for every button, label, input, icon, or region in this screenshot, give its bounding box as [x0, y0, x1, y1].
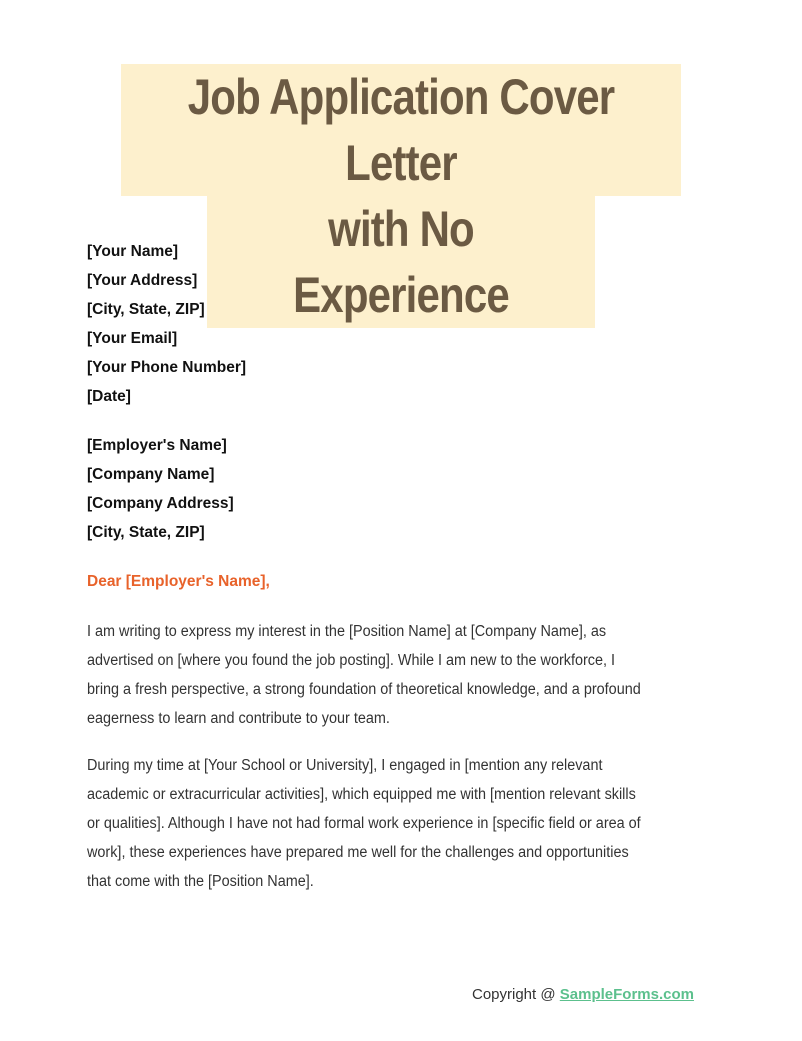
company-city: [City, State, ZIP] — [87, 524, 205, 541]
sender-address-block — [87, 242, 246, 416]
body-paragraph-2: During my time at [Your School or University], I engaged in [mention any relevant academic or extracurricular activities], which equipped me with [mention relevant skills or qualities]. Although I have not had formal work experience in [specific field or area of work], these experiences have prepared me well for the challenges and opportunities that come with the [Position Name]. — [87, 757, 641, 890]
body-paragraph-1: I am writing to express my interest in the [Position Name] at [Company Name], as advertised on [where you found the job posting]. While I am new to the workforce, I bring a fresh perspective, a strong foundation of theoretical knowledge, and a profound eagerness to learn and contribute to your team. — [87, 623, 641, 727]
copyright-footer — [472, 986, 694, 1003]
copyright-text: Copyright @ — [472, 986, 560, 1003]
sender-city: [City, State, ZIP] — [87, 301, 205, 318]
sampleforms-link[interactable]: SampleForms.com — [559, 986, 694, 1003]
sender-phone: [Your Phone Number] — [87, 359, 247, 376]
sender-name: [Your Name] — [87, 243, 179, 260]
recipient-address-block — [87, 436, 234, 552]
letter-date: [Date] — [87, 388, 131, 405]
sender-address: [Your Address] — [87, 272, 198, 289]
company-name: [Company Name] — [87, 466, 215, 483]
title-line-1: Job Application Cover Letter — [121, 64, 681, 196]
salutation: Dear [Employer's Name], — [87, 573, 270, 590]
employer-name: [Employer's Name] — [87, 437, 227, 454]
company-address: [Company Address] — [87, 495, 234, 512]
title-line-2: with No Experience — [207, 196, 595, 328]
sender-email: [Your Email] — [87, 330, 178, 347]
